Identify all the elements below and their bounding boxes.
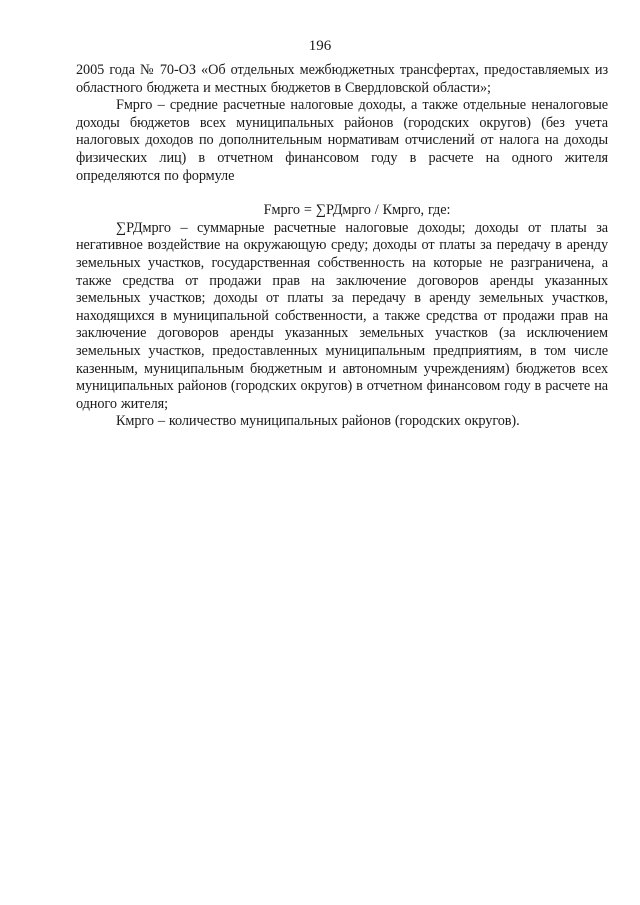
paragraph-sum-rd-definition: ∑РДмрго – суммарные расчетные налоговые доходы; доходы от платы за негативное воздействие на окружающую среду; доходы от платы за передачу в аренду земельных участков, государственная собственность на которые не разграничена, а также средства от продажи прав на заключение договоров аренды указанных земельных участков; доходы от платы за передачу в аренду земельных участков, находящихся в муниципальной собственности, а также средства от продажи прав на заключение договоров аренды указанных земельных участков (за исключением земельных участков, предоставленных муниципальным предприятиям, в том числе казенным, муниципальным бюджетным и автономным учреждениям) бюджетов всех муниципальных районов (городских округов) в отчетном финансовом году в расчете на одного жителя;	[76, 219, 608, 412]
document-body	[76, 62, 608, 431]
formula: Fмрго = ∑РДмрго / Кмрго, где:	[263, 202, 451, 219]
paragraph-fmrgo-definition: Fмрго – средние расчетные налоговые доходы, а также отдельные неналоговые доходы бюджетов всех муниципальных районов (городских округов) (без учета налоговых доходов по дополнительным нормативам отчислений от налога на доходы физических лиц) в отчетном финансовом году в расчете на одного жителя определяются по формуле	[76, 97, 608, 184]
paragraph-law-reference: 2005 года № 70-ОЗ «Об отдельных межбюджетных трансфертах, предоставляемых из областного бюджета и местных бюджетов в Свердловской области»;	[76, 62, 608, 96]
page-number: 196	[308, 38, 332, 54]
paragraph-kmrgo-definition: Кмрго – количество муниципальных районов (городских округов).	[116, 413, 520, 430]
